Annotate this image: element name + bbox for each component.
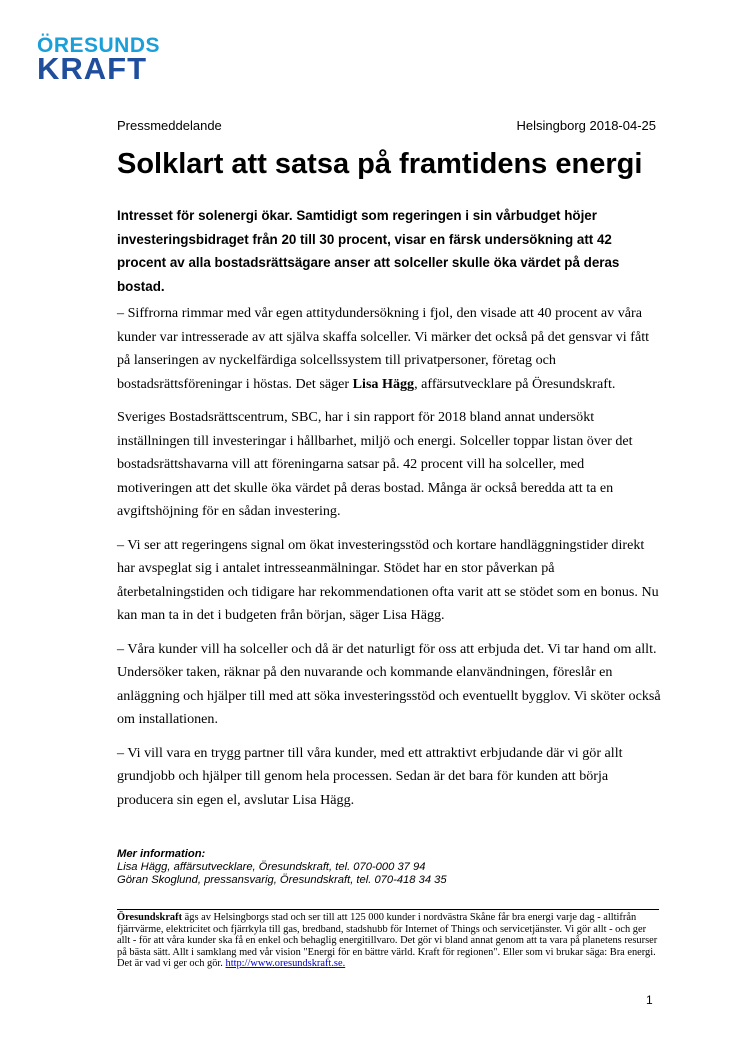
place-date: Helsingborg 2018-04-25 — [516, 118, 656, 133]
company-logo — [37, 34, 167, 86]
contact-1: Lisa Hägg, affärsutvecklare, Öresundskraft, tel. 070-000 37 94 — [117, 861, 426, 873]
paragraph-5: – Vi vill vara en trygg partner till våra kunder, med ett attraktivt erbjudande där vi gör allt grundjobb och hjälper till genom hela processen. Sedan är det bara för kunden att börja producera sin egen el, avslutar Lisa Hägg. — [117, 744, 623, 808]
footer-company: Öresundskraft — [117, 912, 183, 923]
person-name: Lisa Hägg — [352, 375, 415, 392]
article-body — [117, 302, 662, 822]
more-info-heading: Mer information: — [117, 848, 206, 860]
website-link[interactable]: http://www.oresundskraft.se. — [225, 958, 346, 970]
paragraph-1 — [117, 302, 662, 396]
contact-2: Göran Skoglund, pressansvarig, Öresundskraft, tel. 070-418 34 35 — [117, 874, 447, 886]
logo-line-2: KRAFT — [37, 51, 148, 86]
more-information — [117, 848, 657, 887]
document-type: Pressmeddelande — [117, 118, 222, 133]
logo-line-1: ÖRESUNDS — [37, 34, 161, 57]
paragraph-2: Sveriges Bostadsrättscentrum, SBC, har i sin rapport för 2018 bland annat undersökt inställningen till investeringar i hållbarhet, miljö och energi. Solceller toppar listan över det bostadsrättshavarna vill att föreningarna satsar på. 42 procent vill ha solceller, med motiveringen att det skulle öka värdet på deras bostad. Många är också beredda att ta en avgiftshöjning för en sådan investering. — [117, 409, 633, 519]
document-header — [117, 118, 656, 133]
page-title: Solklart att satsa på framtidens energi — [117, 148, 643, 180]
company-footer — [117, 909, 659, 970]
paragraph-1-start: – Siffrorna rimmar med vår egen attitydundersökning i fjol, den visade att 40 procent av våra kunder var intresserade av att själva skaffa solceller. Vi märker det också på det gensvar vi fått på lanseringen av nyckelfärdiga solcellssystem till privatpersoner, företag och bostadsrättsföreningar i höstas. Det säger — [117, 305, 650, 392]
page-number: 1 — [646, 993, 653, 1007]
lead-paragraph: Intresset för solenergi ökar. Samtidigt som regeringen i sin vårbudget höjer investeringsbidraget från 20 till 30 procent, visar en färsk undersökning att 42 procent av alla bostadsrättsägare anser att solceller skulle öka värdet på deras bostad. — [117, 208, 620, 294]
paragraph-1-end: , affärsutvecklare på Öresundskraft. — [414, 375, 616, 392]
paragraph-4: – Våra kunder vill ha solceller och då är det naturligt för oss att erbjuda det. Vi tar hand om allt. Undersöker taken, räknar på den nuvarande och kommande elanvändningen, föreslår en anläggning och hjälper till med att söka investeringsstöd och eventuellt bygglov. Vi sköter också om installationen. — [117, 640, 661, 727]
paragraph-3: – Vi ser att regeringens signal om ökat investeringsstöd och kortare handläggningstider direkt har avspeglat sig i antalet intresseanmälningar. Stödet har en stor påverkan på återbetalningstiden och tidigare har rekommendationen ofta varit att se stödet som en bonus. Nu kan man ta in det i budgeten från början, säger Lisa Hägg. — [117, 536, 659, 623]
footer-text: ägs av Helsingborgs stad och ser till att 125 000 kunder i nordvästra Skåne får bra energi varje dag - alltifrån fjärrvärme, elektricitet och fjärrkyla till gas, bredband, stadshubb för Internet of Things och servicetjänster. Vi gör allt - och ger allt - för att våra kunder ska få en enkel och behaglig energitillvaro. Det gör vi bland annat genom att ta vara på planetens resurser på bästa sätt. Allt i samklang med vår vision "Energi för en bättre värld. Kraft för regionen". Eller som vi brukar säga: Bra energi. Det är vad vi ger och gör. — [117, 912, 658, 970]
